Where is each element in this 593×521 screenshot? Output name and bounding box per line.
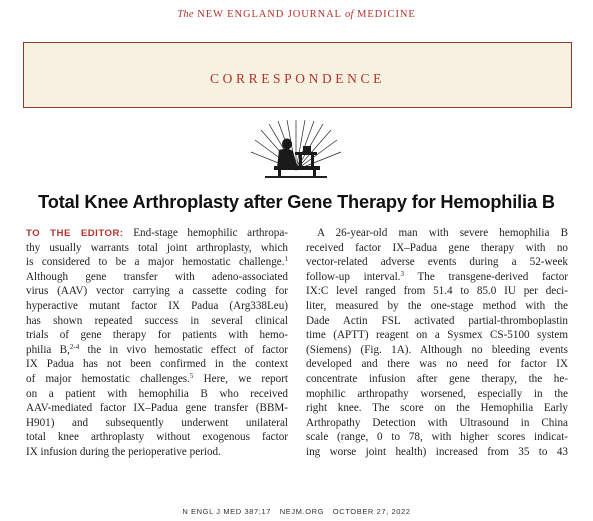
citation-superscript: 2-4 — [69, 342, 80, 351]
text-line: received factor IX–Padua gene therapy with no — [306, 241, 568, 254]
section-banner — [23, 42, 572, 108]
text-line: IX infusion during the perioperative period. — [26, 445, 221, 458]
text-line: ing worse joint health) increased from 35 to 43 — [306, 445, 568, 458]
left-text-column — [26, 226, 288, 460]
citation-superscript: 3 — [400, 269, 404, 278]
footer-site-link[interactable]: NEJM.ORG — [279, 507, 325, 516]
text-line: hyperactive mutant factor IX Padua (Arg338Leu) — [26, 299, 288, 312]
text-line: IX:C level ranged from 51.4 to 85.0 IU per deci- — [306, 285, 568, 298]
footer-date: OCTOBER 27, 2022 — [332, 507, 411, 516]
right-text-column — [306, 226, 568, 460]
text-line: developed and there was no need for factor IX — [306, 358, 568, 371]
journal-seal-emblem — [247, 120, 345, 188]
text-line: on a patient with hemophilia B who received — [26, 387, 288, 400]
text-line: follow-up interval.$^3$ The transgene-derived factor — [306, 269, 568, 283]
masthead-the: The — [177, 9, 194, 20]
footer-citation: N ENGL J MED 387;17 — [182, 507, 272, 516]
masthead-of: of — [345, 9, 354, 20]
text-line: Arthropathy Detection with Ultrasound in China — [306, 416, 568, 429]
section-title: CORRESPONDENCE — [210, 71, 385, 86]
text-line: right knee. The score on the Hemophilia Early — [306, 402, 568, 415]
text-line: mophilic arthropathy worsened, especially in the — [306, 387, 568, 400]
text-line: Dade Actin FSL activated partial-thromboplastin — [306, 314, 568, 327]
text-line: has shown repeated success in several clinical — [26, 314, 288, 327]
text-line: liter, measured by the one-stage method with the — [306, 299, 568, 312]
article-title: Total Knee Arthroplasty after Gene Therapy for Hemophilia B — [38, 192, 555, 212]
text-line: time (APTT) reagent on a Sysmex CS-5100 system — [306, 329, 568, 342]
text-line: trials of gene therapy for patients with hemo- — [26, 329, 288, 342]
text-line: IX Padua has not been confirmed in the context — [26, 358, 288, 371]
lead-in-label: TO THE EDITOR: — [26, 228, 124, 239]
text-line: philia B,$^{2-4}$ the in vivo hemostatic effect of factor — [26, 342, 289, 356]
text-line: TO THE EDITOR: End-stage hemophilic arthropa- — [26, 227, 288, 239]
text-line: concentrate infusion after gene therapy, the he- — [306, 372, 568, 385]
journal-masthead — [0, 9, 593, 20]
text-line: total knee arthroplasty without exogenous factor — [26, 431, 288, 444]
masthead-name: NEW ENGLAND JOURNAL — [197, 9, 342, 20]
masthead-medicine: MEDICINE — [357, 9, 416, 20]
text-line: A 26-year-old man with severe hemophilia B — [317, 227, 568, 239]
text-line: Although gene transfer with adeno-associated — [26, 270, 288, 283]
text-line: scale (range, 0 to 78, with higher scores indicat- — [306, 431, 568, 444]
text-line: is considered to be a major hemostatic challenge.$^1$ — [26, 255, 288, 269]
text-line: AAV-mediated factor IX–Padua gene transfer (BBM- — [26, 402, 288, 415]
page-footer — [0, 507, 593, 516]
text-line: vector-related adverse events during a 52-week — [306, 256, 568, 269]
text-line: virus (AAV) vector carrying a cassette coding for — [26, 285, 288, 298]
text-line: of major hemostatic challenges.$^5$ Here, we report — [26, 371, 288, 385]
text-line: thy usually warrants total joint arthroplasty, which — [26, 241, 288, 254]
citation-superscript: 1 — [284, 255, 288, 264]
citation-superscript: 5 — [189, 371, 194, 380]
text-line: H901) and subsequently underwent unilateral — [26, 416, 288, 429]
text-line: (Siemens) (Fig. 1A). Although no bleeding events — [306, 343, 568, 356]
